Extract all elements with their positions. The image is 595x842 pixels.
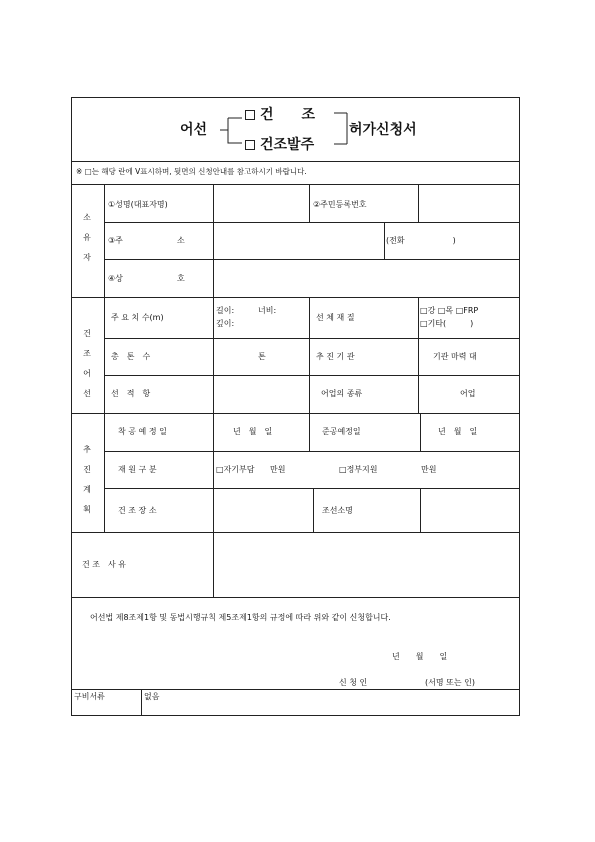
divider [71,161,520,162]
reason-label: 건 조 사 유 [82,560,126,569]
column-divider [384,222,385,259]
title-option-order[interactable] [245,138,314,152]
completion-date-value: 년 월 일 [438,427,478,436]
title-prefix: 어선 [180,122,208,138]
self-funding: □자기부담 [216,465,255,474]
divider [71,413,520,414]
column-divider [313,488,314,532]
hull-material-label: 선 체 재 질 [316,313,355,322]
divider [104,338,520,339]
attachments-label: 구비서류 [74,692,105,701]
column-divider [141,689,142,716]
divider [71,532,520,533]
divider [71,297,520,298]
divider [104,375,520,376]
option-order-label: 건조발주 [260,137,315,153]
column-divider [420,488,421,532]
port-label: 선 적 항 [111,389,151,398]
title-option-build[interactable] [245,108,315,122]
declaration-date: 년 월 일 [392,652,448,661]
attachments-value: 없음 [144,692,160,701]
width-label: 너비: [258,306,277,315]
build-place-label: 건 조 장 소 [118,506,157,515]
completion-date-label: 준공예정일 [322,427,361,436]
notice-text: ※ □는 해당 란에 V표시하며, 뒷면의 신청안내를 참고하시기 바랍니다. [76,167,307,176]
applicant-label: 신 청 인 [339,678,368,687]
resident-no-label: ②주민등록번호 [313,200,367,209]
tonnage-label: 총 톤 수 [111,352,151,361]
engine-value: 기관 마력 대 [433,352,477,361]
fishery-type-label: 어업의 종류 [321,389,363,398]
checkbox-frp[interactable]: □ [455,306,464,315]
checkbox-gov-funding[interactable]: □ [339,465,347,474]
section-owner-label: 소유자 [83,213,91,262]
divider [104,488,520,489]
tonnage-unit: 톤 [258,352,266,361]
gov-funding: □정부지원 [339,465,378,474]
engine-label: 추 진 기 관 [316,352,355,361]
application-form [71,97,520,716]
title-suffix: 허가신청서 [349,122,417,138]
start-date-value: 년 월 일 [233,427,273,436]
main-dims-label: 주 요 치 수(m) [111,313,164,322]
checkbox-other[interactable]: □ [420,319,428,328]
divider [71,184,520,185]
fishery-unit: 어업 [460,389,476,398]
column-divider [309,184,310,222]
depth-label: 깊이: [216,319,235,328]
column-divider [213,184,214,597]
divider [71,689,520,690]
business-label-end: 호 [177,274,185,283]
option-build-label: 건 조 [260,107,316,123]
checkbox[interactable] [245,140,255,150]
divider [104,259,520,260]
material-options: □강 □목 □FRP [420,306,479,315]
checkbox-self-funding[interactable]: □ [216,465,224,474]
column-divider [420,413,421,451]
section-vessel-label: 건조어선 [83,329,91,398]
column-divider [418,297,419,413]
divider [71,597,520,598]
self-funding-unit: 만원 [270,465,286,474]
gov-funding-unit: 만원 [421,465,437,474]
section-divider [104,184,105,532]
material-other: □기타( ) [420,319,474,328]
declaration-text: 어선법 제8조제1항 및 동법시행규칙 제5조제1항의 규정에 따라 위와 같이 신청합니다. [90,613,391,622]
checkbox-wood[interactable]: □ [437,306,446,315]
column-divider [418,184,419,222]
name-label: ①성명(대표자명) [108,200,168,209]
length-label: 길이: [216,306,235,315]
address-label-num: ③주 [108,236,123,245]
divider [104,451,520,452]
shipyard-label: 조선소명 [322,506,353,515]
funding-label: 재 원 구 분 [118,465,157,474]
start-date-label: 착 공 예 정 일 [118,427,167,436]
section-plan-label: 추진계획 [83,445,91,514]
signature-label: (서명 또는 인) [425,678,475,687]
divider [104,222,520,223]
business-label-num: ④상 [108,274,123,283]
checkbox[interactable] [245,110,255,120]
column-divider [309,297,310,451]
phone-label: (전화 ) [386,236,456,245]
checkbox-steel[interactable]: □ [420,306,428,315]
address-label-end: 소 [177,236,185,245]
